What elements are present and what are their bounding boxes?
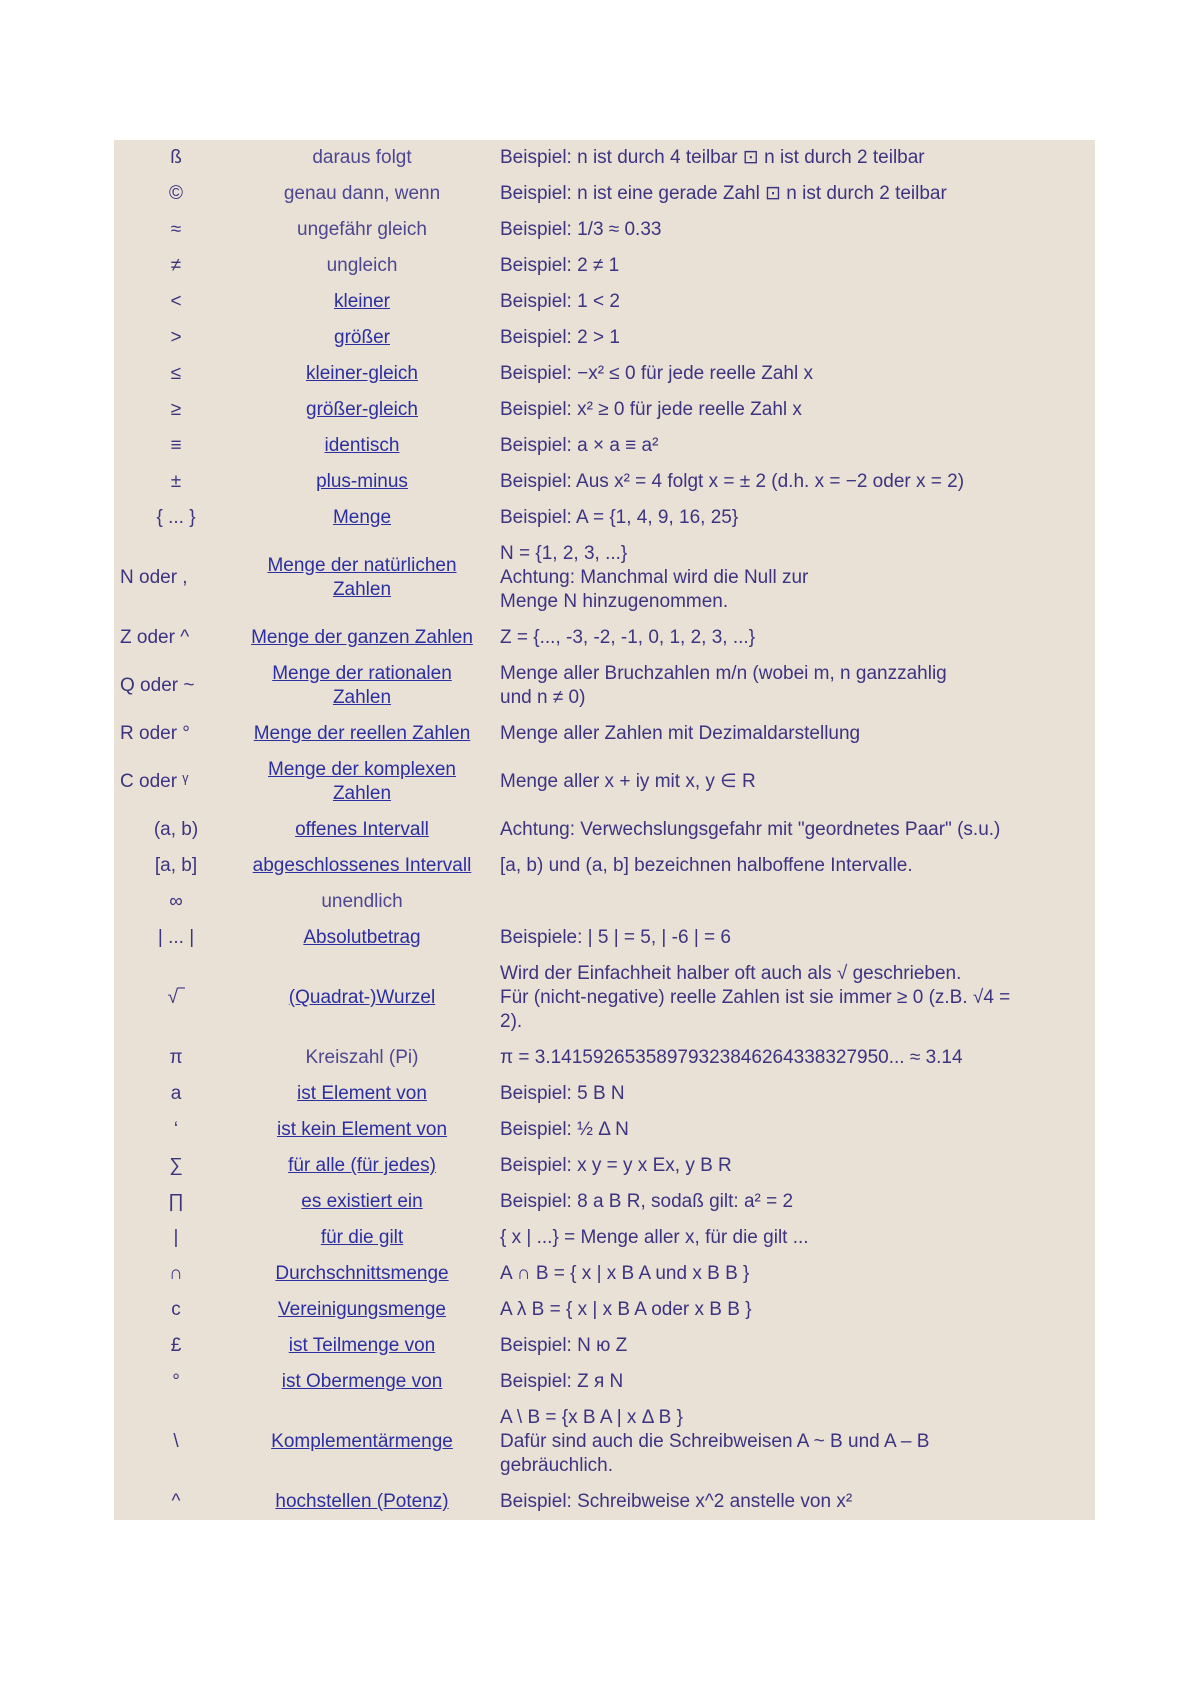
symbol-cell: ∏ (168, 1191, 184, 1212)
meaning-link[interactable]: ist kein Element von (276, 1119, 448, 1140)
example-cell: Beispiel: x² ≥ 0 für jede reelle Zahl x (500, 399, 802, 420)
meaning-link[interactable]: offenes Intervall (295, 819, 429, 840)
symbol-cell: C oder ᵞ (120, 771, 189, 792)
meaning-link[interactable]: ist Teilmenge von (288, 1335, 436, 1356)
example-cell (486, 884, 1095, 920)
symbol-cell: < (170, 291, 182, 312)
table-row (114, 284, 1095, 320)
example-line: Für (nicht-negative) reelle Zahlen ist sie immer ≥ 0 (z.B. √4 = (500, 987, 1011, 1008)
meaning-cell (238, 1040, 486, 1076)
symbol-cell: ≡ (170, 435, 182, 456)
math-symbol-table (114, 140, 1095, 1520)
table-row (114, 656, 1095, 716)
example-cell: Beispiele: | 5 | = 5, | -6 | = 6 (500, 927, 731, 948)
table-row (114, 176, 1095, 212)
meaning-cell (238, 1184, 486, 1220)
example-cell: Beispiel: Z я N (500, 1371, 624, 1392)
table-row (114, 1076, 1095, 1112)
table-row (114, 716, 1095, 752)
example-cell: { x | ...} = Menge aller x, für die gilt ... (500, 1227, 809, 1248)
meaning-link[interactable]: hochstellen (Potenz) (275, 1491, 449, 1512)
table-row (114, 1184, 1095, 1220)
meaning-cell (238, 464, 486, 500)
table-row (114, 1256, 1095, 1292)
meaning-link[interactable]: Menge (332, 507, 392, 528)
symbol-cell: | ... | (157, 927, 195, 948)
meaning-cell (238, 284, 486, 320)
example-line: N = {1, 2, 3, ...} (500, 543, 628, 564)
example-cell (486, 1400, 1095, 1484)
symbol-cell: (a, b) (153, 819, 199, 840)
meaning-cell (238, 1364, 486, 1400)
meaning-label: ungefähr gleich (297, 219, 427, 240)
example-cell: A λ B = { x | x B A oder x B B } (500, 1299, 752, 1320)
meaning-cell (238, 1256, 486, 1292)
symbol-cell: > (170, 327, 182, 348)
meaning-link[interactable]: für die gilt (320, 1227, 404, 1248)
meaning-link[interactable]: ist Element von (297, 1083, 427, 1104)
meaning-link[interactable]: größer (334, 327, 390, 348)
symbol-cell: { ... } (156, 507, 196, 528)
example-cell: π = 3.14159265358979323846264338327950... ≈ 3.14 (500, 1047, 963, 1068)
meaning-cell (238, 140, 486, 176)
meaning-cell (238, 1292, 486, 1328)
example-cell: [a, b) und (a, b] bezeichnen halboffene Intervalle. (500, 855, 913, 876)
meaning-cell (238, 320, 486, 356)
meaning-link[interactable]: Durchschnittsmenge (275, 1263, 449, 1284)
symbol-cell: Z oder ^ (120, 627, 190, 648)
meaning-cell (238, 1076, 486, 1112)
meaning-cell (238, 248, 486, 284)
symbol-cell: R oder ° (120, 723, 190, 744)
example-line: Menge N hinzugenommen. (500, 591, 729, 612)
example-cell: Z = {..., -3, -2, -1, 0, 1, 2, 3, ...} (500, 627, 756, 648)
example-line: Wird der Einfachheit halber oft auch als √ geschrieben. (500, 963, 962, 984)
example-cell (486, 956, 1095, 1040)
symbol-cell: ‘ (173, 1119, 179, 1140)
meaning-cell (238, 212, 486, 248)
meaning-cell (238, 1484, 486, 1520)
example-line: Dafür sind auch die Schreibweisen A ~ B und A – B (500, 1431, 930, 1452)
meaning-link[interactable]: Menge der rationalen Zahlen (272, 663, 452, 708)
example-cell: Beispiel: A = {1, 4, 9, 16, 25} (500, 507, 739, 528)
table-row (114, 392, 1095, 428)
table-row (114, 1220, 1095, 1256)
table-row (114, 956, 1095, 1040)
symbol-table-sheet (114, 140, 1095, 1520)
symbol-cell: π (169, 1047, 183, 1068)
meaning-link[interactable]: Menge der reellen Zahlen (253, 723, 471, 744)
meaning-link[interactable]: identisch (324, 435, 400, 456)
symbol-cell: © (169, 183, 183, 204)
example-line: Achtung: Manchmal wird die Null zur (500, 567, 809, 588)
meaning-cell (238, 1220, 486, 1256)
meaning-label: unendlich (321, 891, 403, 912)
table-row (114, 920, 1095, 956)
example-cell: Beispiel: ½ Δ N (500, 1119, 629, 1140)
meaning-link[interactable]: abgeschlossenes Intervall (252, 855, 472, 876)
symbol-cell: ≥ (170, 399, 182, 420)
table-row (114, 884, 1095, 920)
symbol-cell: ≤ (170, 363, 182, 384)
example-cell: Beispiel: N ю Z (500, 1335, 628, 1356)
symbol-cell: ∩ (169, 1263, 183, 1284)
example-cell: Beispiel: n ist durch 4 teilbar ⊡ n ist durch 2 teilbar (500, 147, 925, 168)
meaning-link[interactable]: (Quadrat-)Wurzel (288, 987, 436, 1008)
meaning-link[interactable]: Komplementärmenge (271, 1431, 453, 1452)
table-row (114, 812, 1095, 848)
example-line: gebräuchlich. (500, 1455, 614, 1476)
meaning-link[interactable]: es existiert ein (301, 1191, 423, 1212)
example-cell: Beispiel: Schreibweise x^2 anstelle von x² (500, 1491, 853, 1512)
table-row (114, 212, 1095, 248)
symbol-cell: ± (170, 471, 182, 492)
example-line: und n ≠ 0) (500, 687, 586, 708)
example-cell: Menge aller x + iy mit x, y ∈ R (500, 771, 756, 792)
example-cell: Achtung: Verwechslungsgefahr mit "geordnetes Paar" (s.u.) (500, 819, 1001, 840)
meaning-link[interactable]: Absolutbetrag (303, 927, 421, 948)
symbol-cell: [a, b] (154, 855, 198, 876)
table-row (114, 428, 1095, 464)
meaning-link[interactable]: Menge der ganzen Zahlen (251, 627, 473, 648)
meaning-cell (238, 392, 486, 428)
example-cell: Beispiel: 2 ≠ 1 (500, 255, 620, 276)
meaning-cell (238, 1400, 486, 1484)
meaning-cell (238, 620, 486, 656)
table-row (114, 620, 1095, 656)
table-row (114, 356, 1095, 392)
meaning-cell (238, 656, 486, 716)
meaning-cell (238, 428, 486, 464)
table-row (114, 500, 1095, 536)
symbol-cell: ß (170, 147, 182, 168)
example-cell (486, 536, 1095, 620)
table-row (114, 320, 1095, 356)
table-row (114, 1148, 1095, 1184)
example-cell: A ∩ B = { x | x B A und x B B } (500, 1263, 750, 1284)
meaning-cell (238, 536, 486, 620)
meaning-link[interactable]: kleiner (334, 291, 390, 312)
meaning-label: Kreiszahl (Pi) (305, 1047, 419, 1068)
table-row (114, 248, 1095, 284)
example-line: A \ B = {x B A | x Δ B } (500, 1407, 683, 1428)
example-cell: Beispiel: x y = y x Ex, y B R (500, 1155, 732, 1176)
symbol-cell: ∞ (169, 891, 183, 912)
example-cell: Beispiel: Aus x² = 4 folgt x = ± 2 (d.h. x = −2 oder x = 2) (500, 471, 965, 492)
example-cell (486, 656, 1095, 716)
table-row (114, 536, 1095, 620)
symbol-cell: a (170, 1083, 182, 1104)
meaning-link[interactable]: kleiner-gleich (306, 363, 418, 384)
example-cell: Beispiel: 2 > 1 (500, 327, 620, 348)
meaning-cell (238, 1112, 486, 1148)
table-row (114, 1484, 1095, 1520)
symbol-cell: ° (172, 1371, 180, 1392)
meaning-cell (238, 752, 486, 812)
meaning-label: genau dann, wenn (283, 183, 441, 204)
meaning-cell (238, 956, 486, 1040)
symbol-cell: ^ (171, 1491, 181, 1512)
meaning-link[interactable]: für alle (für jedes) (288, 1155, 436, 1176)
meaning-link[interactable]: ist Obermenge von (281, 1371, 443, 1392)
symbol-cell: ≠ (170, 255, 182, 276)
table-row (114, 1112, 1095, 1148)
table-row (114, 1364, 1095, 1400)
meaning-cell (238, 920, 486, 956)
meaning-cell (238, 500, 486, 536)
meaning-link[interactable]: Menge der natürlichen Zahlen (267, 555, 457, 600)
table-row (114, 1040, 1095, 1076)
meaning-link[interactable]: Menge der komplexen Zahlen (268, 759, 456, 804)
meaning-label: ungleich (326, 255, 398, 276)
table-row (114, 752, 1095, 812)
table-row (114, 1400, 1095, 1484)
symbol-cell: N oder , (120, 567, 188, 588)
meaning-link[interactable]: Vereinigungsmenge (278, 1299, 446, 1320)
symbol-cell: ∑ (169, 1155, 183, 1176)
symbol-cell: | (173, 1227, 179, 1248)
table-row (114, 1328, 1095, 1364)
meaning-link[interactable]: größer-gleich (306, 399, 418, 420)
meaning-cell (238, 176, 486, 212)
meaning-cell (238, 812, 486, 848)
table-row (114, 464, 1095, 500)
example-cell: Beispiel: −x² ≤ 0 für jede reelle Zahl x (500, 363, 813, 384)
meaning-cell (238, 1148, 486, 1184)
symbol-cell: \ (173, 1431, 179, 1452)
example-cell: Beispiel: 1 < 2 (500, 291, 620, 312)
example-cell: Beispiel: 8 a B R, sodaß gilt: a² = 2 (500, 1191, 794, 1212)
example-cell: Beispiel: n ist eine gerade Zahl ⊡ n ist durch 2 teilbar (500, 183, 947, 204)
symbol-cell: √‾ (167, 987, 185, 1008)
example-cell: Beispiel: 5 B N (500, 1083, 625, 1104)
example-cell: Beispiel: a × a ≡ a² (500, 435, 659, 456)
example-cell: Beispiel: 1/3 ≈ 0.33 (500, 219, 662, 240)
symbol-cell: ≈ (170, 219, 182, 240)
meaning-cell (238, 356, 486, 392)
table-row (114, 848, 1095, 884)
meaning-link[interactable]: plus-minus (316, 471, 408, 492)
symbol-cell: £ (170, 1335, 182, 1356)
meaning-cell (238, 1328, 486, 1364)
symbol-cell: Q oder ~ (120, 675, 195, 696)
table-row (114, 140, 1095, 176)
meaning-cell (238, 848, 486, 884)
example-line: Menge aller Bruchzahlen m/n (wobei m, n ganzzahlig (500, 663, 947, 684)
meaning-cell (238, 884, 486, 920)
symbol-cell: c (171, 1299, 181, 1320)
table-row (114, 1292, 1095, 1328)
example-cell: Menge aller Zahlen mit Dezimaldarstellung (500, 723, 861, 744)
meaning-cell (238, 716, 486, 752)
meaning-label: daraus folgt (312, 147, 412, 168)
example-line: 2). (500, 1011, 523, 1032)
